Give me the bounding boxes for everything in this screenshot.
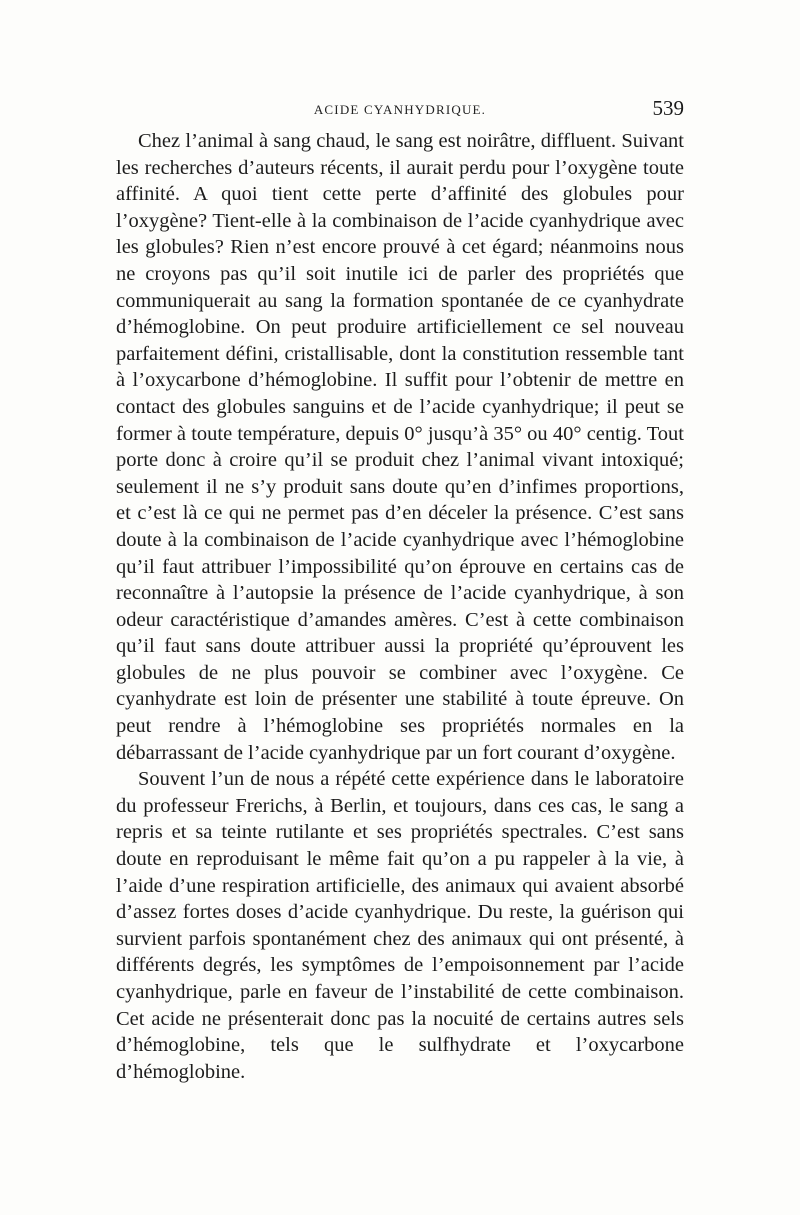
body-text (116, 128, 684, 1085)
paragraph-1: Chez l’animal à sang chaud, le sang est noirâtre, diffluent. Suivant les recherches d’auteurs récents, il aurait perdu pour l’oxygène toute affinité. A quoi tient cette perte d’affinité des globules pour l’oxygène? Tient-elle à la combinaison de l’acide cyanhydrique avec les globules? Rien n’est encore prouvé à cet égard; néanmoins nous ne croyons pas qu’il soit inutile ici de parler des propriétés que communiquerait au sang la formation spontanée de ce cyanhydrate d’hémoglobine. On peut produire artificiellement ce sel nouveau parfaitement défini, cristallisable, dont la constitution ressemble tant à l’oxycarbone d’hémoglobine. Il suffit pour l’obtenir de mettre en contact des globules sanguins et de l’acide cyanhydrique; il peut se former à toute température, depuis 0° jusqu’à 35° ou 40° centig. Tout porte donc à croire qu’il se produit chez l’animal vivant intoxiqué; seulement il ne s’y produit sans doute qu’en d’infimes proportions, et c’est là ce qui ne permet pas d’en déceler la présence. C’est sans doute à la combinaison de l’acide cyanhydrique avec l’hémoglobine qu’il faut attribuer l’impossibilité qu’on éprouve en certains cas de reconnaître à l’autopsie la présence de l’acide cyanhydrique, à son odeur caractéristique d’amandes amères. C’est à cette combinaison qu’il faut sans doute attribuer aussi la propriété qu’éprouvent les globules de ne plus pouvoir se combiner avec l’oxygène. Ce cyanhydrate est loin de présenter une stabilité à toute épreuve. On peut rendre à l’hémoglobine ses propriétés normales en la débarrassant de l’acide cyanhydrique par un fort courant d’oxygène. (116, 130, 684, 764)
running-head (116, 96, 684, 124)
paragraph-2: Souvent l’un de nous a répété cette expérience dans le laboratoire du professeur Frerichs, à Berlin, et toujours, dans ces cas, le sang a repris et sa teinte rutilante et ses propriétés spectrales. C’est sans doute en reproduisant le même fait qu’on a pu rappeler à la vie, à l’aide d’une respiration artificielle, des animaux qui avaient absorbé d’assez fortes doses d’acide cyanhydrique. Du reste, la guérison qui survient parfois spontanément chez des animaux qui ont présenté, à différents degrés, les symptômes de l’empoisonnement par l’acide cyanhydrique, parle en faveur de l’instabilité de cette combinaison. Cet acide ne présenterait donc pas la nocuité de certains autres sels d’hémoglobine, tels que le sulfhydrate et l’oxycarbone d’hémoglobine. (116, 768, 684, 1083)
page-number: 539 (652, 96, 684, 120)
running-title: ACIDE CYANHYDRIQUE. (313, 102, 487, 117)
